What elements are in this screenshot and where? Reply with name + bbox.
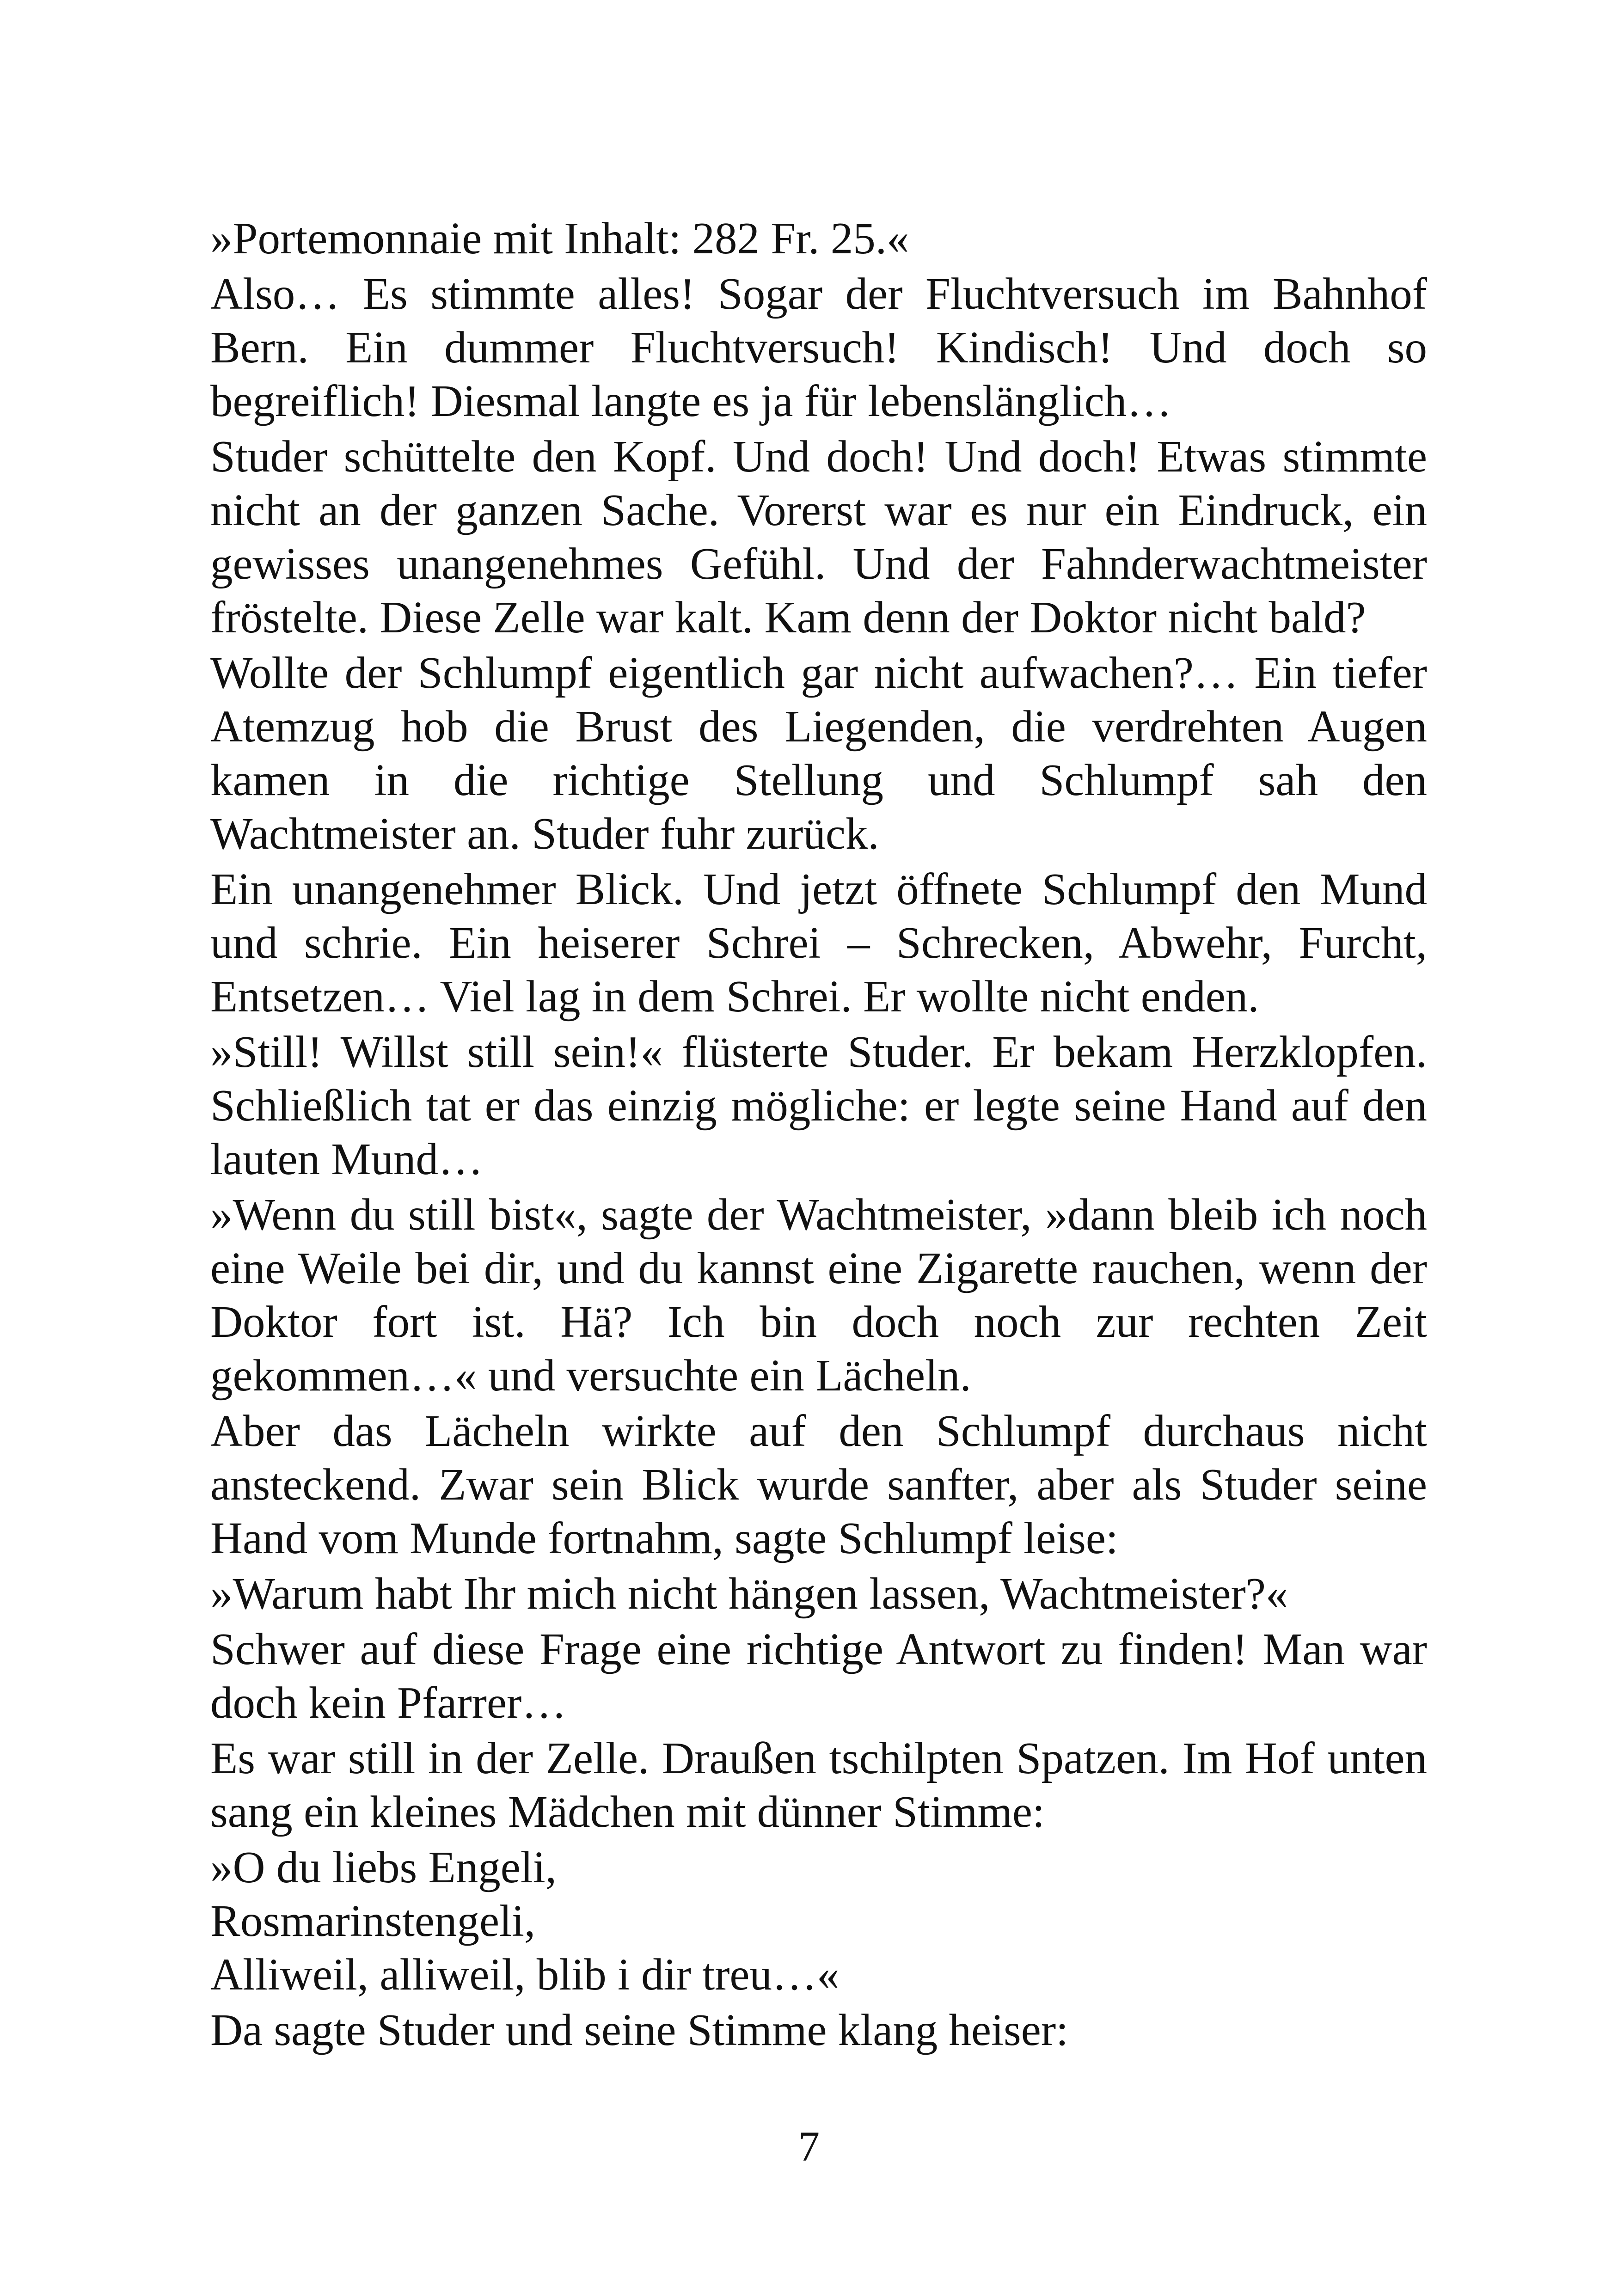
page-number: 7	[798, 2123, 820, 2170]
text-line: gekommen…« und versuchte ein Lächeln.	[210, 1351, 971, 1400]
body-text	[210, 212, 1427, 2057]
paragraph	[210, 646, 1427, 861]
text-line: Entsetzen… Viel lag in dem Schrei. Er wollte nicht enden.	[210, 972, 1259, 1021]
paragraph	[210, 2003, 1427, 2057]
text-line: nicht an der ganzen Sache. Vorerst war es nur ein Eindruck, ein	[210, 485, 1427, 535]
paragraph	[210, 1567, 1427, 1621]
text-line: und schrie. Ein heiserer Schrei – Schrecken, Abwehr, Furcht,	[210, 918, 1427, 967]
text-line: Wachtmeister an. Studer fuhr zurück.	[210, 809, 879, 858]
song-verse	[210, 1841, 1427, 2002]
verse-line: Rosmarinstengeli,	[210, 1896, 536, 1946]
text-line: kamen in die richtige Stellung und Schlumpf sah den	[210, 755, 1427, 805]
paragraph	[210, 212, 1427, 265]
text-line: »Wenn du still bist«, sagte der Wachtmeister, »dann bleib ich noch	[210, 1190, 1427, 1239]
text-line: lauten Mund…	[210, 1134, 484, 1184]
text-line: fröstelte. Diese Zelle war kalt. Kam denn der Doktor nicht bald?	[210, 593, 1366, 642]
paragraph	[210, 1025, 1427, 1186]
paragraph	[210, 1623, 1427, 1730]
text-line: Wollte der Schlumpf eigentlich gar nicht aufwachen?… Ein tiefer	[210, 648, 1427, 698]
text-line: Bern. Ein dummer Fluchtversuch! Kindisch! Und doch so	[210, 323, 1427, 372]
paragraph	[210, 1732, 1427, 1839]
text-line: doch kein Pfarrer…	[210, 1678, 567, 1727]
text-line: Hand vom Munde fortnahm, sagte Schlumpf leise:	[210, 1513, 1118, 1563]
text-line: Da sagte Studer und seine Stimme klang heiser:	[210, 2005, 1069, 2055]
text-line: Atemzug hob die Brust des Liegenden, die verdrehten Augen	[210, 702, 1427, 751]
text-line: gewisses unangenehmes Gefühl. Und der Fahnderwachtmeister	[210, 539, 1427, 588]
text-line: ansteckend. Zwar sein Blick wurde sanfter, aber als Studer seine	[210, 1460, 1427, 1509]
text-line: Also… Es stimmte alles! Sogar der Fluchtversuch im Bahnhof	[210, 269, 1427, 318]
verse-line: »O du liebs Engeli,	[210, 1843, 557, 1892]
text-line: sang ein kleines Mädchen mit dünner Stimme:	[210, 1787, 1045, 1837]
text-line: begreiflich! Diesmal langte es ja für lebenslänglich…	[210, 376, 1172, 426]
text-line: Schwer auf diese Frage eine richtige Antwort zu finden! Man war	[210, 1624, 1427, 1674]
text-line: »Still! Willst still sein!« flüsterte Studer. Er bekam Herzklopfen.	[210, 1027, 1427, 1077]
text-line: Studer schüttelte den Kopf. Und doch! Und doch! Etwas stimmte	[210, 432, 1427, 481]
text-line: Aber das Lächeln wirkte auf den Schlumpf durchaus nicht	[210, 1406, 1427, 1456]
text-line: Es war still in der Zelle. Draußen tschilpten Spatzen. Im Hof unten	[210, 1733, 1427, 1783]
text-line: Ein unangenehmer Blick. Und jetzt öffnete Schlumpf den Mund	[210, 864, 1427, 914]
paragraph	[210, 430, 1427, 644]
paragraph	[210, 863, 1427, 1023]
paragraph	[210, 1188, 1427, 1402]
text-line: eine Weile bei dir, und du kannst eine Zigarette rauchen, wenn der	[210, 1243, 1427, 1293]
text-line: Doktor fort ist. Hä? Ich bin doch noch zur rechten Zeit	[210, 1297, 1427, 1347]
text-line: »Portemonnaie mit Inhalt: 282 Fr. 25.«	[210, 214, 909, 263]
paragraph	[210, 267, 1427, 428]
text-line: »Warum habt Ihr mich nicht hängen lassen, Wachtmeister?«	[210, 1569, 1288, 1618]
text-line: Schließlich tat er das einzig mögliche: er legte seine Hand auf den	[210, 1081, 1427, 1130]
verse-line: Alliweil, alliweil, blib i dir treu…«	[210, 1950, 840, 1999]
paragraph	[210, 1404, 1427, 1565]
